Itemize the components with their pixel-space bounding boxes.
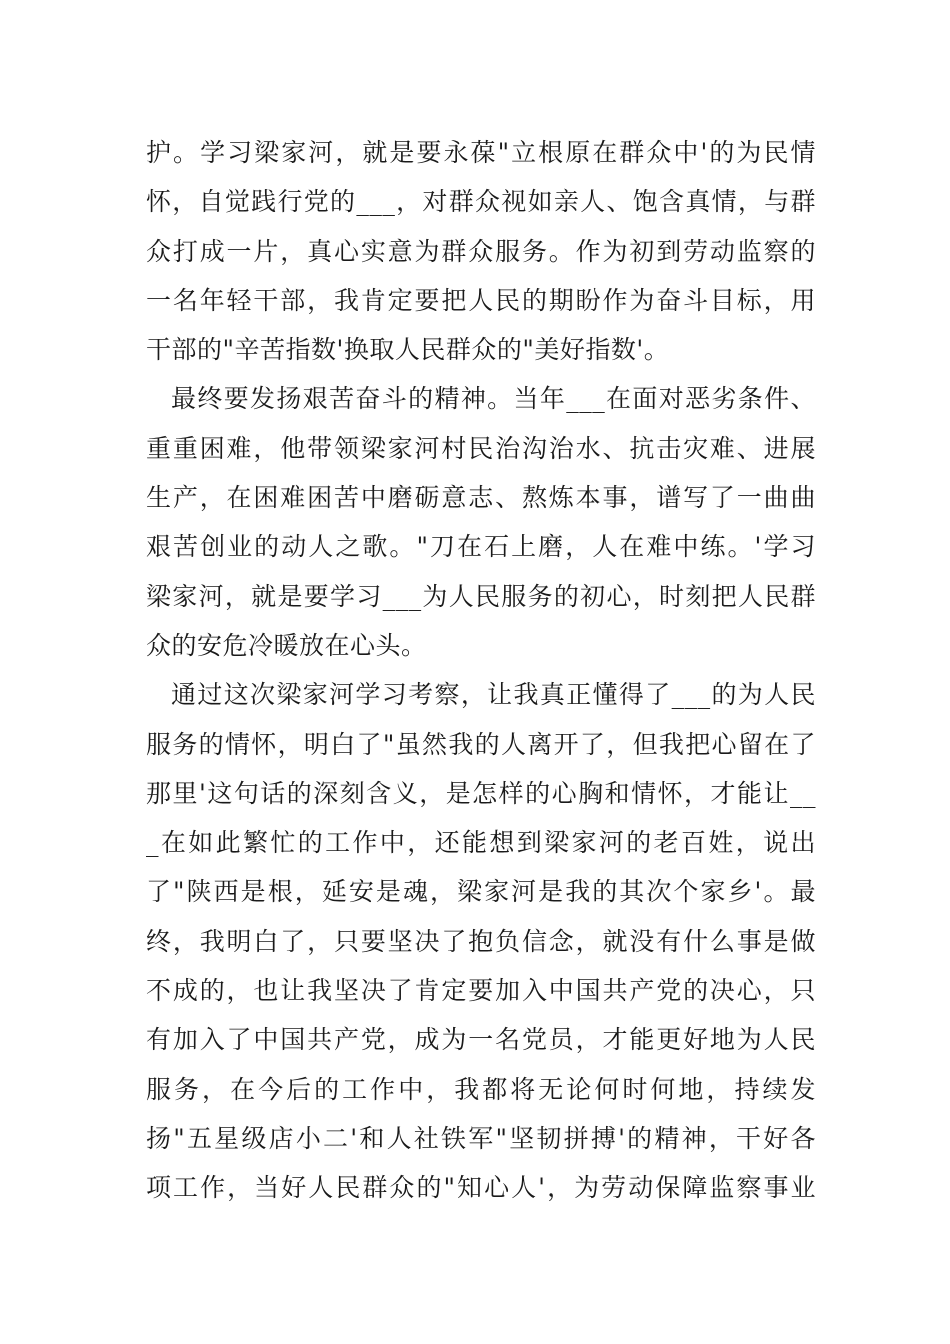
text-line: 终，我明白了，只要坚决了抱负信念，就没有什么事是做 bbox=[146, 926, 816, 956]
text-line: 项工作，当好人民群众的"知心人'，为劳动保障监察事业 bbox=[146, 1173, 816, 1203]
text-line: 众的安危冷暖放在心头。 bbox=[146, 630, 427, 660]
text-line: 扬"五星级店小二'和人社铁军"坚韧拼搏'的精神，干好各 bbox=[146, 1123, 816, 1153]
text-line: 服务，在今后的工作中，我都将无论何时何地，持续发 bbox=[146, 1074, 816, 1104]
text-line: 最终要发扬艰苦奋斗的精神。当年___在面对恶劣条件、 bbox=[171, 384, 816, 414]
text-line: 一名年轻干部，我肯定要把人民的期盼作为奋斗目标，用 bbox=[146, 285, 816, 315]
text-line: 怀，自觉践行党的___，对群众视如亲人、饱含真情，与群 bbox=[146, 187, 816, 217]
text-line: 艰苦创业的动人之歌。"刀在石上磨，人在难中练。'学习 bbox=[146, 532, 816, 562]
text-line: 了"陕西是根，延安是魂，梁家河是我的其次个家乡'。最 bbox=[146, 877, 816, 907]
text-line: 众打成一片，真心实意为群众服务。作为初到劳动监察的 bbox=[146, 236, 816, 266]
text-line: _在如此繁忙的工作中，还能想到梁家河的老百姓，说出 bbox=[146, 828, 816, 858]
text-line: 重重困难，他带领梁家河村民治沟治水、抗击灾难、进展 bbox=[146, 433, 816, 463]
text-line: 那里'这句话的深刻含义，是怎样的心胸和情怀，才能让__ bbox=[146, 778, 816, 808]
text-line: 不成的，也让我坚决了肯定要加入中国共产党的决心，只 bbox=[146, 976, 816, 1006]
text-line: 梁家河，就是要学习___为人民服务的初心，时刻把人民群 bbox=[146, 581, 816, 611]
text-line: 服务的情怀，明白了"虽然我的人离开了，但我把心留在了 bbox=[146, 729, 816, 759]
text-line: 有加入了中国共产党，成为一名党员，才能更好地为人民 bbox=[146, 1025, 816, 1055]
text-line: 生产，在困难困苦中磨砺意志、熬炼本事，谱写了一曲曲 bbox=[146, 483, 816, 513]
text-line: 通过这次梁家河学习考察，让我真正懂得了___的为人民 bbox=[171, 680, 816, 710]
text-line: 护。学习梁家河，就是要永葆"立根原在群众中'的为民情 bbox=[146, 138, 816, 167]
text-line: 干部的"辛苦指数'换取人民群众的"美好指数'。 bbox=[146, 335, 670, 365]
body-text bbox=[146, 128, 816, 1213]
